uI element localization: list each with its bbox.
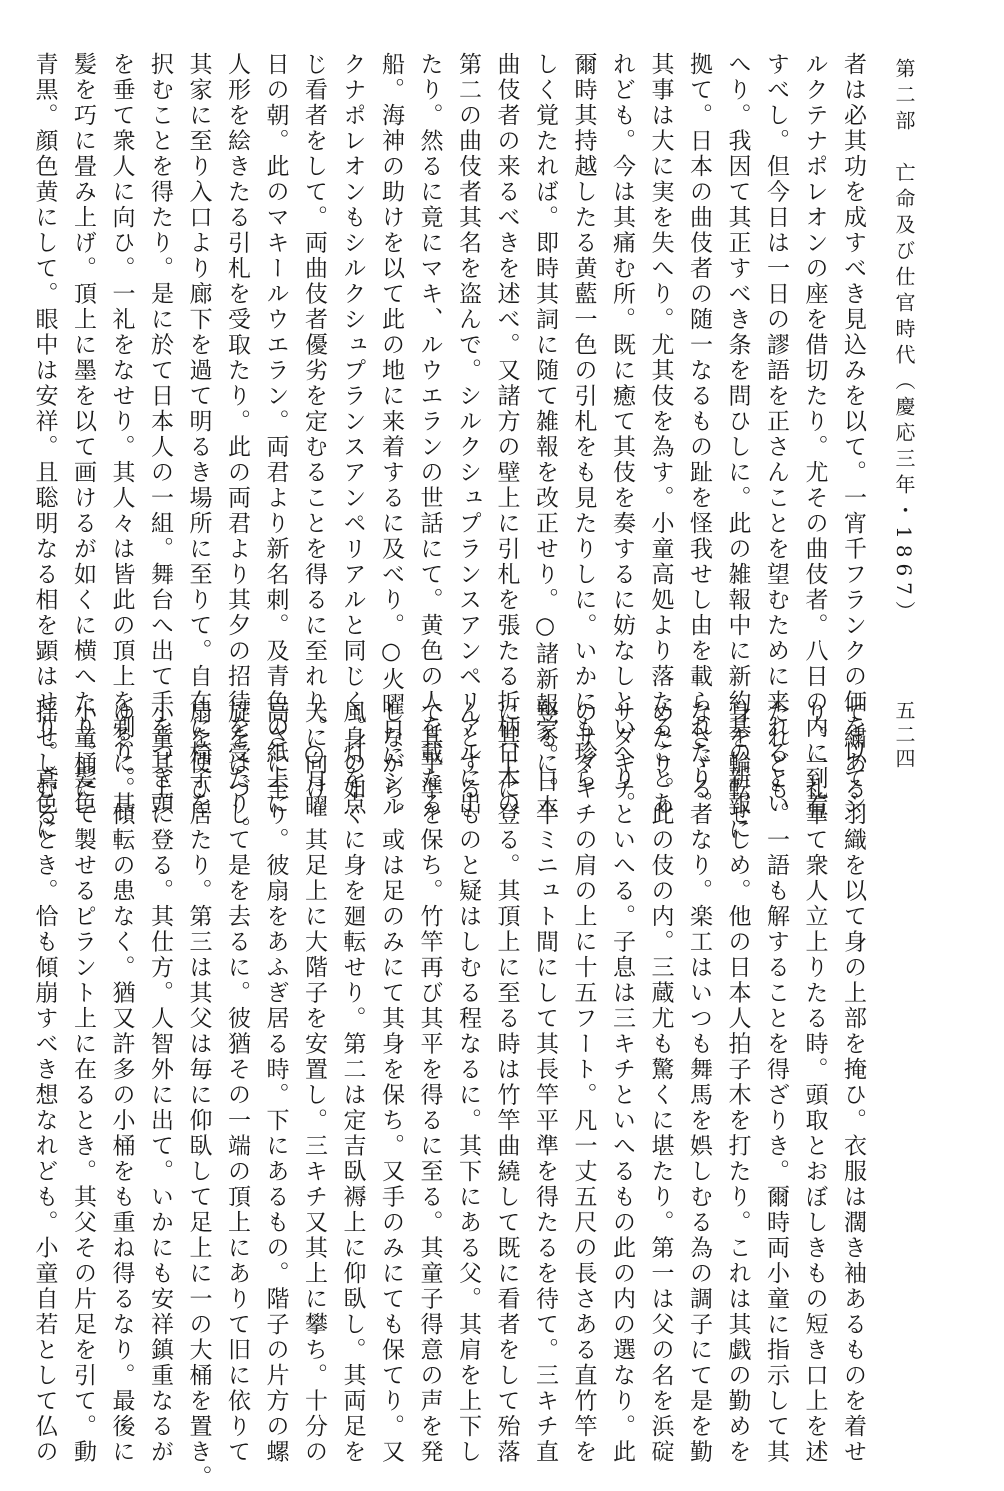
text-column: 髪を巧に畳み上げ。頂上に墨を以て画けるが如くに横へたり。髪色 bbox=[70, 52, 96, 817]
text-column: しく覚たれば。即時其詞に随て雑報を改正せり。○諸新報家。日本 bbox=[532, 52, 558, 820]
text-column: 小童桶にて製せるピラント上に在るとき。其父その片足を引て。動 bbox=[70, 700, 96, 1465]
text-column: ルクテナポレオンの座を借切たり。尤その曲伎者。八日の内に到着 bbox=[801, 52, 828, 817]
text-column: れども。今は其痛む所。既に癒て其伎を奏するに妨なしといへり。 bbox=[609, 52, 635, 817]
text-column: すべし。但今日は一日の謬語を正さんことを望むために来れるとい bbox=[763, 52, 789, 817]
text-column: 揺せしむるとき。恰も傾崩すべき想なれども。小童自若として仏の bbox=[31, 700, 58, 1465]
text-column: しながら。或は足のみにて其身を保ち。又手のみにても保てり。又 bbox=[378, 700, 404, 1465]
text-column: 風身の如くに身を廻転せり。第二は定吉臥褥上に仰臥し。其両足を bbox=[339, 700, 366, 1465]
text-column: 小童其上に登る。其仕方。人智外に出て。いかにも安祥鎮重なるが bbox=[147, 700, 173, 1465]
text-column: 其事は大に実を失へり。尤其伎を為す。小童高処より落たることあ bbox=[647, 52, 674, 817]
text-column: へり。我因て其正すべき条を問ひしに。此の雑報中に新約基の新報に bbox=[724, 52, 751, 843]
text-column: に其上に登る。其頂上に至る時は竹竿曲繞して既に看者をして殆落 bbox=[493, 700, 520, 1465]
text-column: 船。海神の助けを以て此の地に来着するに及べり。○火曜日にシル bbox=[378, 52, 404, 820]
text-column: 旋をはづして是を去るに。彼猶その一端の頂上にありて旧に依りて bbox=[224, 700, 250, 1465]
text-column: 天に向け。其足上に大階子を安置し。三キチ又其上に攀ち。十分の bbox=[301, 700, 327, 1465]
text-column: 日の朝。此のマキールウエラン。両君より新名刺。及青色の紙上に bbox=[262, 52, 289, 817]
text-column: 竪るに。半ミニュト間にして其長竿平準を得たるを待て。三キチ直 bbox=[532, 700, 558, 1465]
text-column: て其平準を保ち。竹竿再び其平を得るに至る。其童子得意の声を発 bbox=[416, 700, 443, 1465]
text-column: 其家に至り入口より廊下を過て明るき場所に至りて。自在に椅子を bbox=[185, 52, 212, 817]
running-header: 第二部 亡命及び仕官時代（慶応三年・1867） bbox=[892, 58, 916, 627]
text-column: 曲伎者の来るべきを述べ。又諸方の壁上に引札を張たる折柄日本の bbox=[493, 52, 520, 817]
text-column: たり。然るに竟にマキ、ルウエランの世話にて。黄色の人を載たる bbox=[416, 52, 443, 817]
text-column: 人形を絵きたる引札を受取たり。此の両君より其夕の招待を受たり。 bbox=[224, 52, 250, 843]
text-column: 高さに至り。彼扇をあふぎ居る時。下にあるもの。階子の片方の螺 bbox=[262, 700, 289, 1465]
text-column: 扇を使ひ居たり。第三は其父は毎に仰臥して足上に一の大桶を置き。 bbox=[185, 700, 212, 1491]
text-column: クナポレオンもシルクシュプランスアンペリアルと同じく。灯を点 bbox=[339, 52, 366, 817]
text-column: を垂て衆人に向ひ。一礼をなせり。其人々は皆此の頂上を剃り。其 bbox=[108, 52, 135, 817]
text-column: なさゞる者なり。楽工はいつも舞馬を娯しむる為の調子にて是を勤 bbox=[686, 700, 712, 1465]
text-column: んとするものと疑はしむる程なるに。其下にある父。其肩を上下し bbox=[455, 700, 481, 1465]
page-number: 五二四 bbox=[892, 700, 916, 772]
text-column: 身を輪転せしめ。他の日本人拍子木を打たり。これは其戯の勤めを bbox=[724, 700, 751, 1465]
text-column: 拠て。日本の曲伎者の随一なるもの趾を怪我せし由を載られたり。 bbox=[686, 52, 712, 817]
text-column: 択むことを得たり。是に於て日本人の一組。舞台へ出て手をつき頭 bbox=[147, 52, 173, 817]
text-column: じ看者をして。両曲伎者優劣を定むることを得るに至れり。○月曜 bbox=[301, 52, 327, 820]
text-column: て繍ある羽織を以て身の上部を掩ひ。衣服は濶き袖あるものを着せ bbox=[840, 700, 866, 1465]
text-column: のサダキチの肩の上に十五フート。凡一丈五尺の長さある直竹竿を bbox=[570, 700, 597, 1465]
text-column: り。一礼畢て衆人立上りたる時。頭取とおぼしきもの短き口上を述 bbox=[801, 700, 828, 1465]
lower-text-block bbox=[31, 700, 872, 1491]
text-column: サダキチといへる。子息は三キチといへるもの此の内の選なり。此 bbox=[609, 700, 635, 1465]
text-column: 青黒。顔色黄にして。眼中は安祥。且聡明なる相を顕はせり。鳶色に bbox=[31, 52, 58, 843]
text-column: 爾時其持越したる黄藍一色の引札をも見たりしに。いかにも珍ら bbox=[570, 52, 597, 792]
text-column: 第二の曲伎者其名を盗んで。シルクシュプランスアンペリアルに出 bbox=[455, 52, 481, 817]
text-column: 者は必其功を成すべき見込みを以て。一宵千フランクの価を以てシ bbox=[840, 52, 866, 817]
text-column: めたり。此の伎の内。三蔵尤も驚くに堪たり。第一は父の名を浜碇 bbox=[647, 700, 674, 1465]
text-column: たれども。一語も解することを得ざりき。爾時両小童に指示して其 bbox=[763, 700, 789, 1465]
text-column: ゆゑに。傾転の患なく。猶又許多の小桶をも重ね得るなり。最後に bbox=[108, 700, 135, 1465]
upper-text-block bbox=[31, 52, 872, 843]
